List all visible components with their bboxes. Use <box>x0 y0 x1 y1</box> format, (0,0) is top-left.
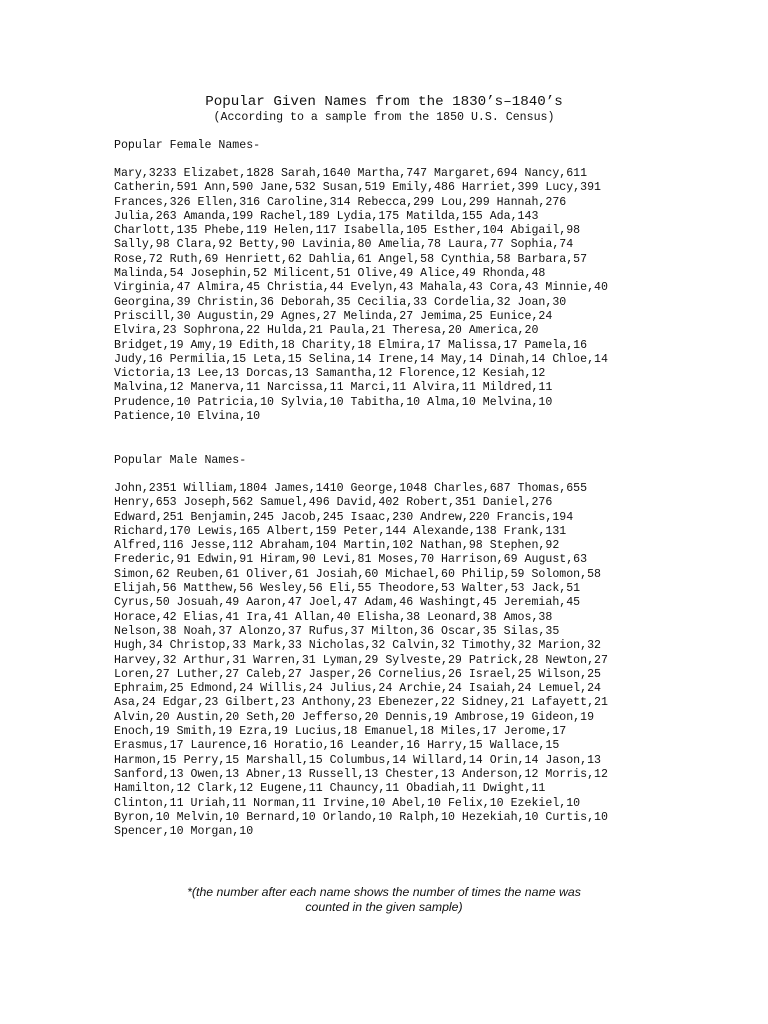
name-count-line: Enoch,19 Smith,19 Ezra,19 Lucius,18 Emanuel,18 Miles,17 Jerome,17 <box>114 725 567 739</box>
name-count-line: Priscill,30 Augustin,29 Agnes,27 Melinda,27 Jemima,25 Eunice,24 <box>114 309 553 323</box>
name-count-line: Catherin,591 Ann,590 Jane,532 Susan,519 Emily,486 Harriet,399 Lucy,391 <box>114 181 602 195</box>
name-count-line: Patience,10 Elvina,10 <box>114 410 261 424</box>
name-count-line: Virginia,47 Almira,45 Christia,44 Evelyn,43 Mahala,43 Cora,43 Minnie,40 <box>114 281 608 295</box>
name-count-line: Charlott,135 Phebe,119 Helen,117 Isabella,105 Esther,104 Abigail,98 <box>114 224 581 238</box>
name-count-line: Clinton,11 Uriah,11 Norman,11 Irvine,10 Abel,10 Felix,10 Ezekiel,10 <box>114 796 581 810</box>
name-count-line: Hamilton,12 Clark,12 Eugene,11 Chauncy,11 Obadiah,11 Dwight,11 <box>114 782 546 796</box>
name-count-line: Rose,72 Ruth,69 Henriett,62 Dahlia,61 Angel,58 Cynthia,58 Barbara,57 <box>114 252 588 266</box>
name-count-line: Victoria,13 Lee,13 Dorcas,13 Samantha,12 Florence,12 Kesiah,12 <box>114 367 546 381</box>
name-count-line: Horace,42 Elias,41 Ira,41 Allan,40 Elisha,38 Leonard,38 Amos,38 <box>114 610 553 624</box>
name-count-line: Ephraim,25 Edmond,24 Willis,24 Julius,24 Archie,24 Isaiah,24 Lemuel,24 <box>114 682 602 696</box>
male-names-list <box>114 482 674 839</box>
name-count-line: Malvina,12 Manerva,11 Narcissa,11 Marci,11 Alvira,11 Mildred,11 <box>114 381 553 395</box>
name-count-line: Henry,653 Joseph,562 Samuel,496 David,402 Robert,351 Daniel,276 <box>114 496 553 510</box>
name-count-line: Harmon,15 Perry,15 Marshall,15 Columbus,14 Willard,14 Orin,14 Jason,13 <box>114 753 602 767</box>
page-subtitle: (According to a sample from the 1850 U.S. Census) <box>213 111 555 124</box>
name-count-line: Georgina,39 Christin,36 Deborah,35 Cecilia,33 Cordelia,32 Joan,30 <box>114 295 567 309</box>
name-count-line: Byron,10 Melvin,10 Bernard,10 Orlando,10 Ralph,10 Hezekiah,10 Curtis,10 <box>114 810 608 824</box>
name-count-line: Sally,98 Clara,92 Betty,90 Lavinia,80 Amelia,78 Laura,77 Sophia,74 <box>114 238 574 252</box>
male-names-heading: Popular Male Names- <box>114 454 247 467</box>
name-count-line: Edward,251 Benjamin,245 Jacob,245 Isaac,230 Andrew,220 Francis,194 <box>114 510 574 524</box>
name-count-line: Richard,170 Lewis,165 Albert,159 Peter,144 Alexande,138 Frank,131 <box>114 524 567 538</box>
name-count-line: Spencer,10 Morgan,10 <box>114 825 254 839</box>
female-names-list <box>114 167 674 424</box>
name-count-line: Malinda,54 Josephin,52 Milicent,51 Olive,49 Alice,49 Rhonda,48 <box>114 267 546 281</box>
name-count-line: Erasmus,17 Laurence,16 Horatio,16 Leander,16 Harry,15 Wallace,15 <box>114 739 560 753</box>
name-count-line: Elvira,23 Sophrona,22 Hulda,21 Paula,21 Theresa,20 America,20 <box>114 324 539 338</box>
name-count-line: Nelson,38 Noah,37 Alonzo,37 Rufus,37 Milton,36 Oscar,35 Silas,35 <box>114 624 560 638</box>
name-count-line: Cyrus,50 Josuah,49 Aaron,47 Joel,47 Adam,46 Washingt,45 Jeremiah,45 <box>114 596 581 610</box>
name-count-line: Judy,16 Permilia,15 Leta,15 Selina,14 Irene,14 May,14 Dinah,14 Chloe,14 <box>114 352 608 366</box>
footnote-line: *(the number after each name shows the number of times the name was <box>187 885 581 899</box>
name-count-line: Hugh,34 Christop,33 Mark,33 Nicholas,32 Calvin,32 Timothy,32 Marion,32 <box>114 639 602 653</box>
name-count-line: Sanford,13 Owen,13 Abner,13 Russell,13 Chester,13 Anderson,12 Morris,12 <box>114 767 608 781</box>
name-count-line: Simon,62 Reuben,61 Oliver,61 Josiah,60 Michael,60 Philip,59 Solomon,58 <box>114 567 602 581</box>
name-count-line: Julia,263 Amanda,199 Rachel,189 Lydia,175 Matilda,155 Ada,143 <box>114 209 539 223</box>
name-count-line: Alfred,116 Jesse,112 Abraham,104 Martin,102 Nathan,98 Stephen,92 <box>114 539 560 553</box>
name-count-line: John,2351 William,1804 James,1410 George,1048 Charles,687 Thomas,655 <box>114 482 588 495</box>
name-count-line: Alvin,20 Austin,20 Seth,20 Jefferso,20 Dennis,19 Ambrose,19 Gideon,19 <box>114 710 595 724</box>
page-title: Popular Given Names from the 1830’s–1840’s <box>205 94 563 110</box>
footnote-line: counted in the given sample) <box>305 900 463 914</box>
name-count-line: Bridget,19 Amy,19 Edith,18 Charity,18 Elmira,17 Malissa,17 Pamela,16 <box>114 338 588 352</box>
name-count-line: Asa,24 Edgar,23 Gilbert,23 Anthony,23 Ebenezer,22 Sidney,21 Lafayett,21 <box>114 696 608 710</box>
name-count-line: Mary,3233 Elizabet,1828 Sarah,1640 Martha,747 Margaret,694 Nancy,611 <box>114 167 588 180</box>
name-count-line: Loren,27 Luther,27 Caleb,27 Jasper,26 Cornelius,26 Israel,25 Wilson,25 <box>114 667 602 681</box>
name-count-line: Frances,326 Ellen,316 Caroline,314 Rebecca,299 Lou,299 Hannah,276 <box>114 195 567 209</box>
name-count-line: Prudence,10 Patricia,10 Sylvia,10 Tabitha,10 Alma,10 Melvina,10 <box>114 395 553 409</box>
name-count-line: Elijah,56 Matthew,56 Wesley,56 Eli,55 Theodore,53 Walter,53 Jack,51 <box>114 582 581 596</box>
female-names-heading: Popular Female Names- <box>114 139 261 152</box>
footnote <box>0 885 768 915</box>
name-count-line: Frederic,91 Edwin,91 Hiram,90 Levi,81 Moses,70 Harrison,69 August,63 <box>114 553 588 567</box>
name-count-line: Harvey,32 Arthur,31 Warren,31 Lyman,29 Sylveste,29 Patrick,28 Newton,27 <box>114 653 608 667</box>
